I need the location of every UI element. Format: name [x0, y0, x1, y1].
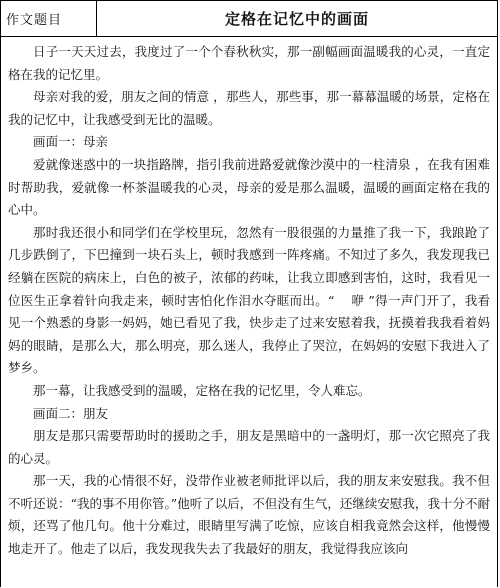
- essay-body: [1, 37, 497, 561]
- section-heading-mother: 画面一：母亲: [33, 134, 109, 150]
- header-row: [1, 1, 497, 37]
- paragraph-mother-love: 爱就像迷惑中的一块指路牌，指引我前进路爱就像沙漠中的一柱清泉 ，在我有困难时帮助我，爱就像一杯茶温暖我的心灵，母亲的爱是那么温暖，温暖的画面定格在我的心中。: [8, 156, 490, 218]
- paragraph-friend-story: 那一天，我的心情很不好，没带作业被老师批评以后，我的朋友来安慰我。我不但不听还说：“我的事不用你管。”他听了以后，不但没有生气，还继续安慰我，我十分不耐烦，还骂了他几句。他十分难过，眼睛里写满了吃惊，应该自相我竟然会这样，他慢慢地走开了。他走了以后，我发现我失去了我最好的朋友，我觉得我应该向: [8, 473, 490, 557]
- section-heading-friend: 画面二：朋友: [33, 405, 109, 421]
- paragraph-mother-story: 那时我还很小和同学们在学校里玩，忽然有一股很强的力量推了我一下，我踉跄了几步跌倒了，下巴撞到一块石头上，顿时我感到一阵疼痛。不知过了多久，我发现我已经躺在医院的病床上，白色的被子，浓郁的药味，让我立即感到害怕，这时，我看见一位医生正拿着针向我走来，顿时害怕化作泪水夺眶而出。“ 咿 ”得一声门开了，我看见一个熟悉的身影一妈妈，她已看见了我，快步走了过来安慰着我，抚摸着我我看着妈妈的眼睛，是那么大，那么明亮，那么迷人，我停止了哭泣，在妈妈的安慰下我进入了梦乡。: [8, 224, 490, 376]
- paragraph-friend-intro: 朋友是那只需要帮助时的援助之手，朋友是黑暗中的一盏明灯，那一次它照亮了我的心灵。: [8, 428, 490, 466]
- essay-title: 定格在记忆中的画面: [224, 10, 369, 28]
- essay-title-label: 作文题目: [1, 1, 97, 36]
- paragraph-overview: 母亲对我的爱，朋友之间的情意 ，那些人，那些事，那一幕幕温暖的场景，定格在我的记忆中，让我感受到无比的温暖。: [8, 89, 490, 127]
- paragraph-mother-conclusion: 那一幕，让我感受到的温暖，定格在我的记忆里，令人难忘。: [33, 382, 371, 398]
- paragraph-intro: 日子一天天过去，我度过了一个个春秋秋实，那一副幅画面温暖我的心灵，一直定格在我的记忆里。: [8, 44, 490, 82]
